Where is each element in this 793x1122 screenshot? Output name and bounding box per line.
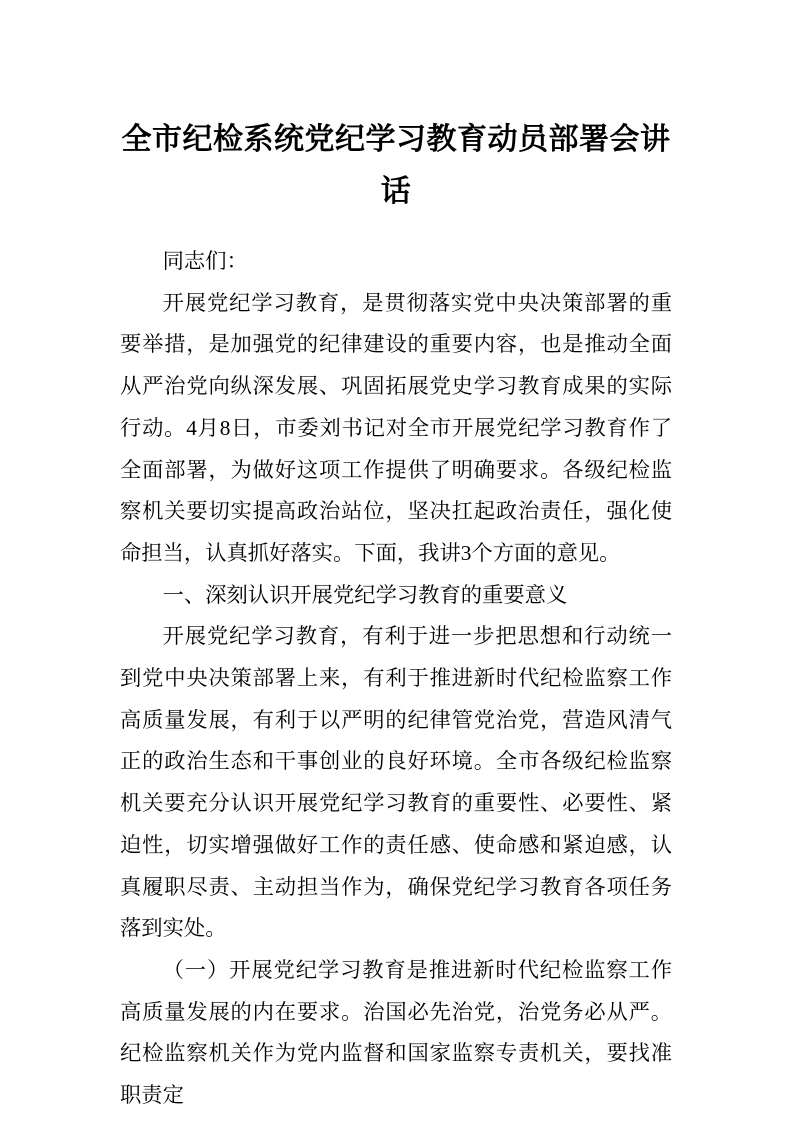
paragraph-subsection-1: （一）开展党纪学习教育是推进新时代纪检监察工作高质量发展的内在要求。治国必先治党，治党务必从严。纪检监察机关作为党内监督和国家监察专责机关，要找准职责定 xyxy=(120,957,672,1108)
section-heading-1: 一、深刻认识开展党纪学习教育的重要意义 xyxy=(162,582,568,607)
paragraph-opening: 开展党纪学习教育，是贯彻落实党中央决策部署的重要举措，是加强党的纪律建设的重要内容，也是推动全面从严治党向纵深发展、巩固拓展党史学习教育成果的实际行动。4月8日，市委刘书记对全市开展党纪学习教育作了全面部署，为做好这项工作提供了明确要求。各级纪检监察机关要切实提高政治站位，坚决扛起政治责任，强化使命担当，认真抓好落实。下面，我讲3个方面的意见。 xyxy=(120,290,672,565)
paragraph-section-1-overview: 开展党纪学习教育，有利于进一步把思想和行动统一到党中央决策部署上来，有利于推进新时代纪检监察工作高质量发展，有利于以严明的纪律管党治党，营造风清气正的政治生态和干事创业的良好环境。全市各级纪检监察机关要充分认识开展党纪学习教育的重要性、必要性、紧迫性，切实增强做好工作的责任感、使命感和紧迫感，认真履职尽责、主动担当作为，确保党纪学习教育各项任务落到实处。 xyxy=(120,624,672,941)
salutation: 同志们： xyxy=(162,249,248,273)
document-body xyxy=(120,241,672,1117)
document-title xyxy=(120,114,672,218)
document-title-line-1: 全市纪检系统党纪学习教育动员部署会讲 xyxy=(121,123,671,156)
document-title-line-2: 话 xyxy=(380,175,412,208)
